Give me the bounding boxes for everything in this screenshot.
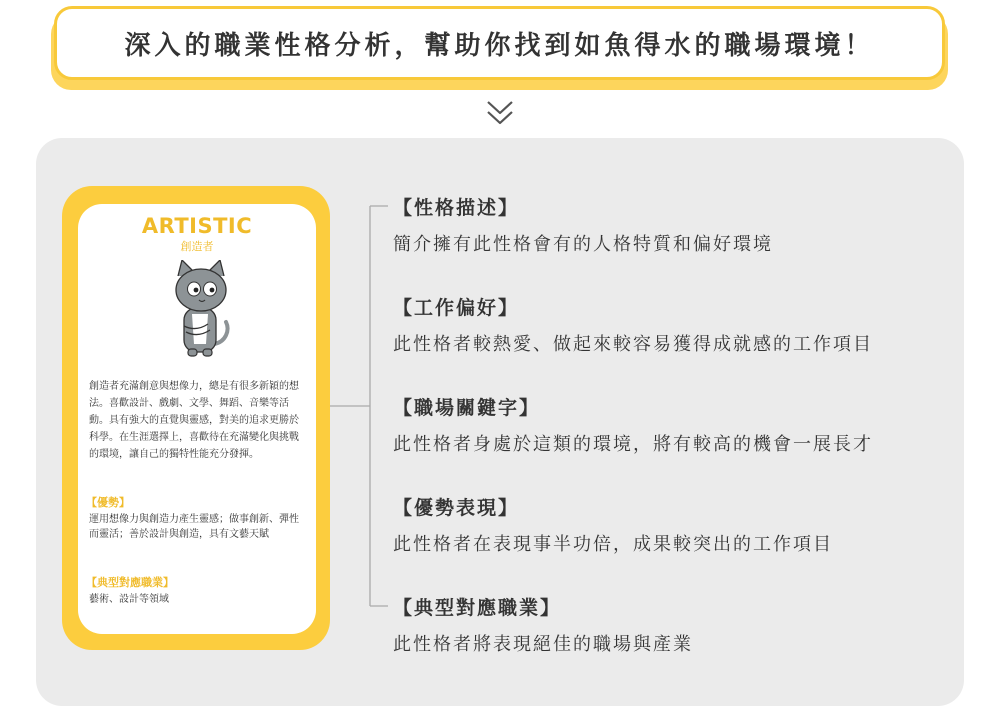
careers-text: 藝術、設計等領域 (89, 594, 169, 605)
headline-banner (54, 6, 945, 80)
section-description: 此性格者將表現絕佳的職場與產業 (393, 634, 693, 655)
card-title: ARTISTIC (141, 214, 253, 238)
section-description: 此性格者在表現事半功倍，成果較突出的工作項目 (393, 534, 833, 555)
headline-text: 深入的職業性格分析，幫助你找到如魚得水的職場環境！ (124, 30, 875, 61)
cat-illustration (170, 260, 234, 362)
section-description: 此性格者較熱愛、做起來較容易獲得成就感的工作項目 (393, 334, 873, 355)
section-description: 此性格者身處於這類的環境，將有較高的機會一展長才 (393, 434, 873, 455)
section-title: 【優勢表現】 (393, 497, 520, 519)
section-strengths (393, 493, 833, 556)
section-workplace-keywords (393, 393, 873, 456)
section-work-preference (393, 293, 873, 356)
strength-heading: 【優勢】 (86, 496, 130, 509)
section-personality (393, 193, 773, 256)
section-title: 【典型對應職業】 (393, 597, 562, 619)
double-chevron-down-icon (486, 98, 514, 128)
strength-text: 運用想像力與創造力產生靈感；做事創新、彈性而靈活；善於設計與創造，具有文藝天賦 (89, 514, 299, 540)
careers-heading: 【典型對應職業】 (86, 576, 174, 589)
card-subtitle: 創造者 (180, 240, 214, 253)
card-description: 創造者充滿創意與想像力，總是有很多新穎的想法。喜歡設計、戲劇、文學、舞蹈、音樂等活動。具有強大的直覺與靈感，對美的追求更勝於科學。在生涯選擇上，喜歡待在充滿變化與挑戰的環境，讓自己的獨特性能充分發揮。 (89, 381, 299, 460)
section-description: 簡介擁有此性格會有的人格特質和偏好環境 (393, 234, 773, 255)
section-typical-careers (393, 593, 693, 656)
section-title: 【工作偏好】 (393, 297, 520, 319)
connector-bracket (330, 186, 390, 616)
section-title: 【職場關鍵字】 (393, 397, 541, 419)
personality-card (78, 204, 316, 634)
section-title: 【性格描述】 (393, 197, 520, 219)
